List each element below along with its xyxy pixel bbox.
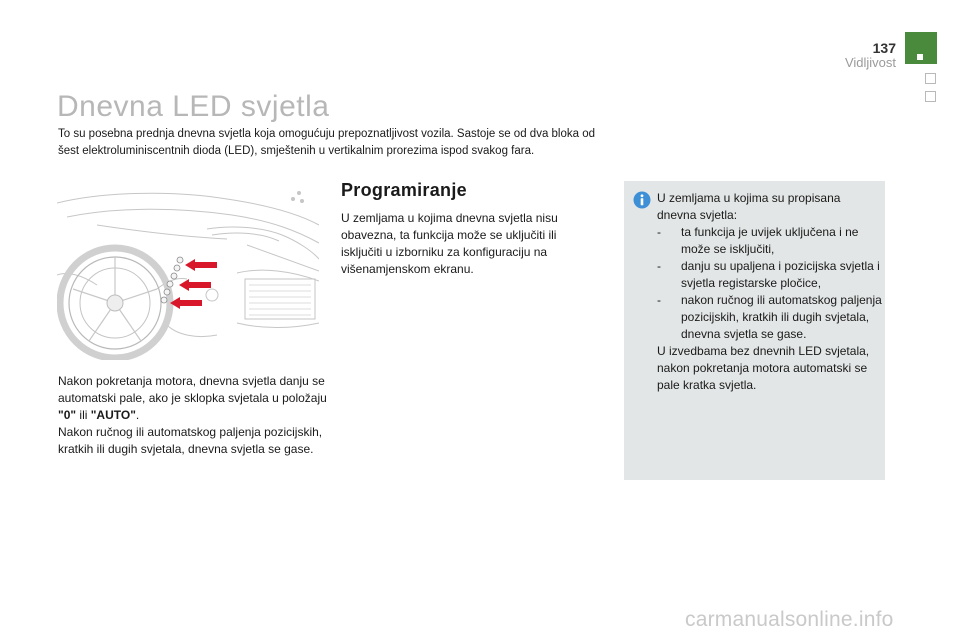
info-box — [624, 181, 885, 480]
intro-paragraph: To su posebna prednja dnevna svjetla koja omogućuju prepoznatljivost vozila. Sastoje se od dva bloka od šest elektroluminiscentnih dioda (LED), smještenih u vertikalnim prorezima ispod svakog fara. — [58, 128, 596, 157]
info-list — [657, 224, 882, 343]
page-number: 137 — [872, 40, 896, 56]
car-front-led-illustration — [57, 185, 319, 360]
daytime-lights-description — [58, 373, 328, 458]
switch-position-zero: "0" — [58, 408, 77, 422]
list-item-text: nakon ručnog ili automatskog paljenja pozicijskih, kratkih ili dugih svjetala, dnevna svjetla se gase. — [681, 293, 882, 341]
info-content — [657, 190, 882, 394]
list-item — [657, 292, 882, 343]
list-item — [657, 224, 882, 258]
text-run: . — [135, 408, 140, 422]
list-dash: - — [657, 225, 661, 239]
chapter-marker — [925, 91, 936, 102]
section-heading-programming: Programiranje — [341, 180, 467, 200]
list-item-text: danju su upaljena i pozicijska svjetla i svjetla registarske pločice, — [681, 259, 880, 290]
list-dash: - — [657, 259, 661, 273]
info-intro: U zemljama u kojima su propisana dnevna svjetla: — [657, 191, 841, 222]
list-item — [657, 258, 882, 292]
list-item-text: ta funkcija je uvijek uključena i ne može se isključiti, — [681, 225, 859, 256]
text-run: Nakon ručnog ili automatskog paljenja pozicijskih, kratkih ili dugih svjetala, dnevna svjetla se gase. — [58, 425, 323, 456]
watermark: carmanualsonline.info — [685, 608, 894, 631]
chapter-marker — [925, 73, 936, 84]
chapter-tab-mark — [917, 54, 923, 60]
chapter-tab — [905, 32, 937, 64]
info-icon — [633, 191, 651, 209]
page-title: Dnevna LED svjetla — [57, 90, 330, 123]
switch-position-auto: "AUTO" — [90, 408, 136, 422]
list-dash: - — [657, 293, 661, 307]
info-outro: U izvedbama bez dnevnih LED svjetala, nakon pokretanja motora automatski se pale kratka svjetla. — [657, 344, 870, 392]
text-run: Nakon pokretanja motora, dnevna svjetla danju se automatski pale, ako je sklopka svjetala u položaju — [58, 374, 327, 405]
programming-paragraph: U zemljama u kojima dnevna svjetla nisu obavezna, ta funkcija može se uključiti ili isključiti u izborniku za konfiguraciju na višenamjenskom ekranu. — [341, 211, 558, 276]
section-name: Vidljivost — [844, 55, 896, 70]
text-run: ili — [76, 408, 91, 422]
